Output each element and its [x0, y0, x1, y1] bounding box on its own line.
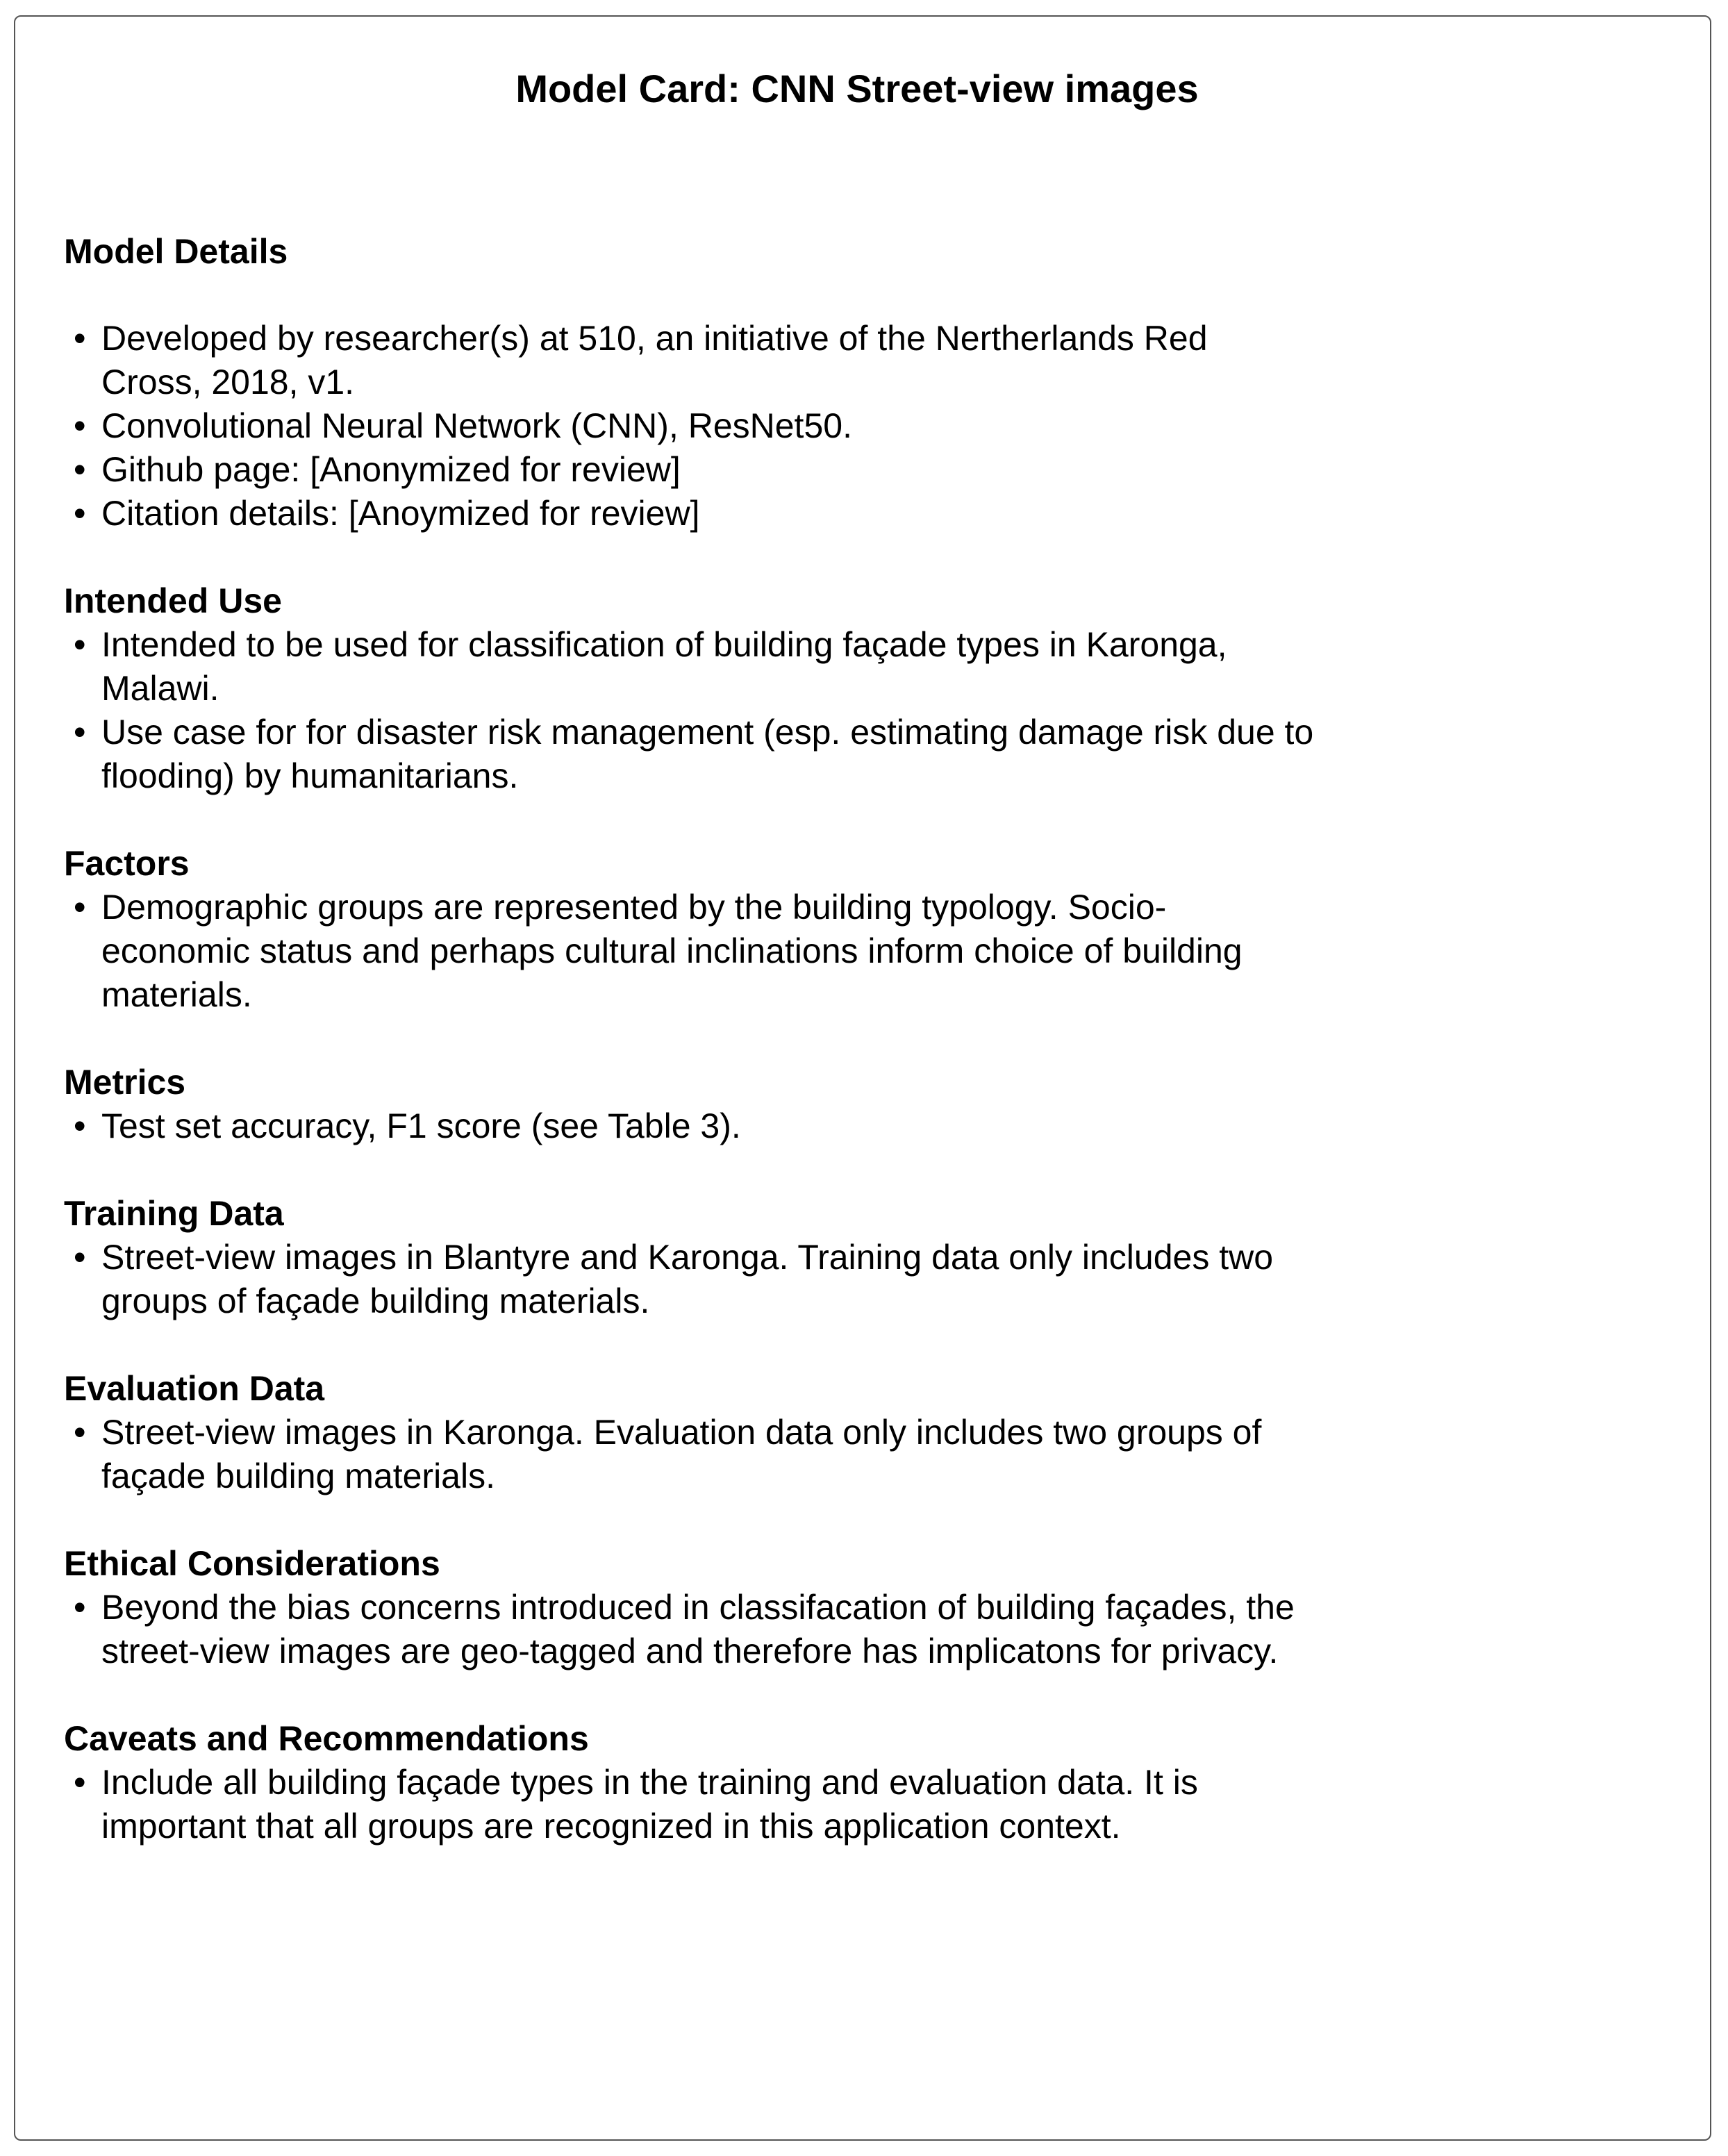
list-item: [64, 1586, 1314, 1673]
bullet-icon: •: [74, 625, 86, 664]
list-item: [64, 492, 1314, 536]
bullet-icon: •: [74, 406, 86, 445]
list-item-text: Include all building façade types in the training and evaluation data. It is important that all groups are recognized in this application context.: [101, 1763, 1198, 1846]
list-item: [64, 448, 1314, 492]
bullet-icon: •: [74, 888, 86, 927]
list-item-text: Developed by researcher(s) at 510, an initiative of the Nertherlands Red Cross, 2018, v1.: [101, 319, 1208, 401]
list-item: [64, 404, 1314, 448]
list-item-text: Street-view images in Karonga. Evaluation data only includes two groups of façade building materials.: [101, 1413, 1262, 1495]
list-item-text: Intended to be used for classification of building façade types in Karonga, Malawi.: [101, 625, 1227, 708]
list-item: [64, 1236, 1314, 1323]
bullet-icon: •: [74, 1413, 86, 1452]
section-list: [64, 317, 1314, 536]
list-item-text: Use case for for disaster risk management (esp. estimating damage risk due to flooding) by humanitarians.: [101, 713, 1314, 795]
bullet-icon: •: [74, 1238, 86, 1277]
list-item: [64, 1411, 1314, 1498]
section-ethical-considerations: [64, 1541, 1314, 1673]
list-item-text: Demographic groups are represented by the building typology. Socio-economic status and perhaps cultural inclinations inform choice of building materials.: [101, 888, 1243, 1014]
bullet-icon: •: [74, 1588, 86, 1627]
section-list: [64, 1761, 1314, 1848]
list-item: [64, 1104, 1314, 1148]
section-list: [64, 1236, 1314, 1323]
section-list: [64, 886, 1314, 1017]
section-heading: Factors: [64, 844, 190, 883]
section-heading: Metrics: [64, 1063, 186, 1102]
list-item: [64, 886, 1314, 1017]
section-heading: Evaluation Data: [64, 1369, 325, 1408]
section-heading: Model Details: [64, 232, 288, 271]
section-heading: Intended Use: [64, 581, 282, 620]
list-item-text: Beyond the bias concerns introduced in classifacation of building façades, the street-view images are geo-tagged and therefore has implicatons for privacy.: [101, 1588, 1295, 1670]
section-heading: Caveats and Recommendations: [64, 1719, 589, 1758]
section-list: [64, 1104, 1314, 1148]
section-intended-use: [64, 579, 1314, 798]
section-training-data: [64, 1191, 1314, 1323]
bullet-icon: •: [74, 1763, 86, 1802]
section-list: [64, 623, 1314, 798]
list-item: [64, 1761, 1314, 1848]
section-heading: Training Data: [64, 1194, 284, 1233]
section-list: [64, 1586, 1314, 1673]
list-item-text: Test set accuracy, F1 score (see Table 3).: [101, 1106, 741, 1145]
section-model-details: [64, 229, 1314, 536]
model-card-content: [64, 229, 1314, 1891]
bullet-icon: •: [74, 450, 86, 489]
section-metrics: [64, 1060, 1314, 1148]
list-item-text: Convolutional Neural Network (CNN), ResNet50.: [101, 406, 852, 445]
list-item: [64, 711, 1314, 798]
section-caveats-recommendations: [64, 1716, 1314, 1848]
section-factors: [64, 841, 1314, 1017]
list-item: [64, 623, 1314, 711]
section-evaluation-data: [64, 1366, 1314, 1498]
bullet-icon: •: [74, 319, 86, 358]
bullet-icon: •: [74, 494, 86, 533]
section-heading: Ethical Considerations: [64, 1544, 440, 1583]
list-item-text: Citation details: [Anoymized for review]: [101, 494, 700, 533]
section-list: [64, 1411, 1314, 1498]
bullet-icon: •: [74, 1106, 86, 1145]
list-item-text: Street-view images in Blantyre and Karonga. Training data only includes two groups of façade building materials.: [101, 1238, 1274, 1320]
list-item-text: Github page: [Anonymized for review]: [101, 450, 681, 489]
list-item: [64, 317, 1314, 404]
page-title: Model Card: CNN Street-view images: [515, 67, 1199, 110]
bullet-icon: •: [74, 713, 86, 752]
